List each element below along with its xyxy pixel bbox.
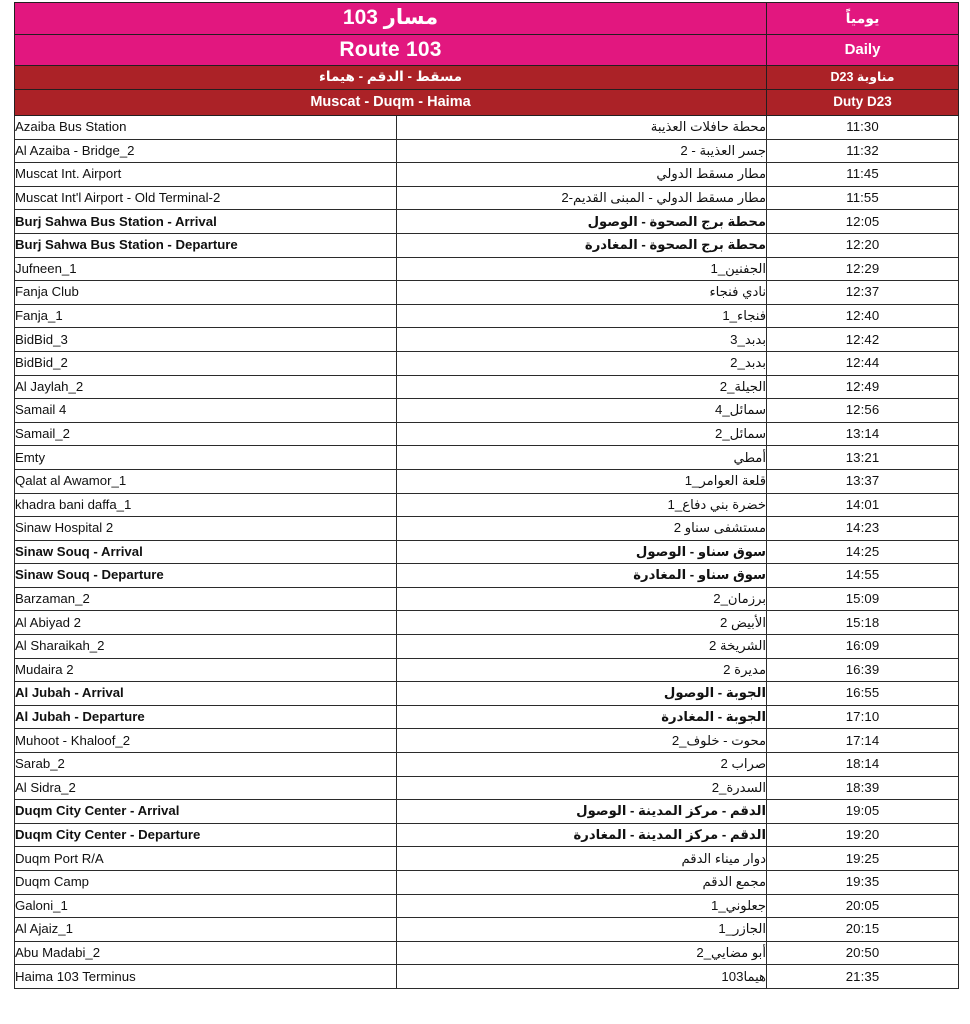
stop-name-arabic: مطار مسقط الدولي - المبنى القديم-2 [397, 186, 767, 210]
table-row [15, 493, 959, 517]
stop-name-arabic: سمائل_2 [397, 422, 767, 446]
stop-name-arabic: السدرة_2 [397, 776, 767, 800]
stop-name-arabic: سوق سناو - الوصول [397, 540, 767, 564]
stop-name-arabic: محطة حافلات العذيبة [397, 116, 767, 140]
table-row [15, 210, 959, 234]
stop-time: 20:15 [767, 918, 959, 942]
table-row [15, 587, 959, 611]
stop-time: 12:05 [767, 210, 959, 234]
table-row [15, 894, 959, 918]
stop-name-arabic: الأبيض 2 [397, 611, 767, 635]
route-corridor-arabic: مسقط - الدقم - هيماء [15, 66, 767, 90]
stop-time: 12:42 [767, 328, 959, 352]
stop-time: 18:39 [767, 776, 959, 800]
table-row [15, 635, 959, 659]
table-row [15, 564, 959, 588]
stop-name-arabic: الجوبة - المغادرة [397, 705, 767, 729]
stop-name-english: Samail_2 [15, 422, 397, 446]
stop-name-arabic: الجيلة_2 [397, 375, 767, 399]
stop-name-english: Galoni_1 [15, 894, 397, 918]
stop-name-arabic: دوار ميناء الدقم [397, 847, 767, 871]
table-row [15, 705, 959, 729]
stop-time: 12:56 [767, 399, 959, 423]
stop-name-english: Sinaw Souq - Arrival [15, 540, 397, 564]
stop-time: 15:18 [767, 611, 959, 635]
stop-time: 14:23 [767, 517, 959, 541]
stop-name-arabic: محوت - خلوف_2 [397, 729, 767, 753]
stop-name-arabic: أبو مضايي_2 [397, 941, 767, 965]
stop-name-english: Muscat Int. Airport [15, 163, 397, 187]
stop-time: 19:20 [767, 823, 959, 847]
table-row [15, 257, 959, 281]
stop-time: 11:32 [767, 139, 959, 163]
stop-name-english: Sinaw Hospital 2 [15, 517, 397, 541]
stop-name-english: Duqm Camp [15, 871, 397, 895]
table-row [15, 823, 959, 847]
table-row [15, 304, 959, 328]
stop-name-arabic: صراب 2 [397, 753, 767, 777]
route-schedule-table [14, 2, 959, 989]
stop-name-arabic: بدبد_3 [397, 328, 767, 352]
stop-name-arabic: فنجاء_1 [397, 304, 767, 328]
table-row [15, 116, 959, 140]
stop-name-arabic: محطة برج الصحوة - المغادرة [397, 233, 767, 257]
stop-name-arabic: الجازر_1 [397, 918, 767, 942]
table-row [15, 351, 959, 375]
stop-name-arabic: مديرة 2 [397, 658, 767, 682]
stop-name-arabic: جسر العذيبة - 2 [397, 139, 767, 163]
stop-name-english: Azaiba Bus Station [15, 116, 397, 140]
stop-time: 17:14 [767, 729, 959, 753]
stop-time: 12:49 [767, 375, 959, 399]
stop-name-arabic: الدقم - مركز المدينة - الوصول [397, 800, 767, 824]
stop-name-arabic: الجوبة - الوصول [397, 682, 767, 706]
header-row-route-english [15, 35, 959, 66]
stop-name-english: Al Jubah - Departure [15, 705, 397, 729]
table-row [15, 611, 959, 635]
stop-name-english: Al Azaiba - Bridge_2 [15, 139, 397, 163]
stop-time: 19:25 [767, 847, 959, 871]
stop-name-arabic: أمطي [397, 446, 767, 470]
stop-time: 12:40 [767, 304, 959, 328]
stop-name-english: Barzaman_2 [15, 587, 397, 611]
stop-name-english: Muhoot - Khaloof_2 [15, 729, 397, 753]
stop-time: 21:35 [767, 965, 959, 989]
stop-name-english: Duqm Port R/A [15, 847, 397, 871]
stop-name-english: Al Ajaiz_1 [15, 918, 397, 942]
stop-time: 19:05 [767, 800, 959, 824]
stops-list [15, 116, 959, 989]
stop-name-arabic: جعلوني_1 [397, 894, 767, 918]
table-row [15, 328, 959, 352]
stop-name-arabic: محطة برج الصحوة - الوصول [397, 210, 767, 234]
stop-time: 17:10 [767, 705, 959, 729]
stop-time: 12:29 [767, 257, 959, 281]
table-row [15, 941, 959, 965]
stop-name-arabic: الشريخة 2 [397, 635, 767, 659]
stop-time: 16:39 [767, 658, 959, 682]
header-row-corridor-arabic [15, 66, 959, 90]
stop-name-english: Al Jubah - Arrival [15, 682, 397, 706]
route-title-english: Route 103 [15, 35, 767, 66]
stop-name-english: Abu Madabi_2 [15, 941, 397, 965]
table-row [15, 375, 959, 399]
table-header [15, 3, 959, 116]
stop-name-arabic: سوق سناو - المغادرة [397, 564, 767, 588]
stop-name-english: Duqm City Center - Departure [15, 823, 397, 847]
stop-name-arabic: هيما103 [397, 965, 767, 989]
table-row [15, 399, 959, 423]
stop-time: 12:37 [767, 281, 959, 305]
stop-name-english: Qalat al Awamor_1 [15, 469, 397, 493]
header-row-route-arabic [15, 3, 959, 35]
table-row [15, 965, 959, 989]
stop-name-english: BidBid_3 [15, 328, 397, 352]
table-row [15, 658, 959, 682]
duty-english: Duty D23 [767, 90, 959, 116]
table-row [15, 517, 959, 541]
duty-arabic: مناوبة D23 [767, 66, 959, 90]
stop-time: 12:20 [767, 233, 959, 257]
table-row [15, 446, 959, 470]
stop-name-english: Fanja Club [15, 281, 397, 305]
stop-name-arabic: الدقم - مركز المدينة - المغادرة [397, 823, 767, 847]
table-row [15, 753, 959, 777]
stop-time: 19:35 [767, 871, 959, 895]
frequency-english: Daily [767, 35, 959, 66]
table-row [15, 918, 959, 942]
table-row [15, 281, 959, 305]
stop-name-english: Al Jaylah_2 [15, 375, 397, 399]
stop-time: 18:14 [767, 753, 959, 777]
stop-name-arabic: خضرة بني دفاع_1 [397, 493, 767, 517]
stop-name-arabic: قلعة العوامر_1 [397, 469, 767, 493]
stop-time: 11:55 [767, 186, 959, 210]
stop-name-english: Sinaw Souq - Departure [15, 564, 397, 588]
stop-name-english: Haima 103 Terminus [15, 965, 397, 989]
stop-time: 13:21 [767, 446, 959, 470]
stop-name-english: Sarab_2 [15, 753, 397, 777]
stop-name-arabic: برزمان_2 [397, 587, 767, 611]
table-row [15, 800, 959, 824]
stop-time: 13:37 [767, 469, 959, 493]
table-row [15, 139, 959, 163]
stop-time: 16:55 [767, 682, 959, 706]
stop-name-arabic: الجفنين_1 [397, 257, 767, 281]
stop-time: 14:25 [767, 540, 959, 564]
stop-time: 16:09 [767, 635, 959, 659]
table-row [15, 729, 959, 753]
stop-name-english: Jufneen_1 [15, 257, 397, 281]
stop-name-english: BidBid_2 [15, 351, 397, 375]
stop-time: 12:44 [767, 351, 959, 375]
stop-time: 14:55 [767, 564, 959, 588]
stop-name-english: Duqm City Center - Arrival [15, 800, 397, 824]
stop-name-english: Al Sidra_2 [15, 776, 397, 800]
stop-name-arabic: مطار مسقط الدولي [397, 163, 767, 187]
stop-name-arabic: مستشفى سناو 2 [397, 517, 767, 541]
stop-name-english: Al Sharaikah_2 [15, 635, 397, 659]
stop-time: 11:45 [767, 163, 959, 187]
table-row [15, 163, 959, 187]
stop-name-english: Burj Sahwa Bus Station - Arrival [15, 210, 397, 234]
route-corridor-english: Muscat - Duqm - Haima [15, 90, 767, 116]
table-row [15, 186, 959, 210]
stop-time: 15:09 [767, 587, 959, 611]
stop-time: 13:14 [767, 422, 959, 446]
stop-name-english: Al Abiyad 2 [15, 611, 397, 635]
header-row-corridor-english [15, 90, 959, 116]
stop-time: 20:50 [767, 941, 959, 965]
stop-name-english: khadra bani daffa_1 [15, 493, 397, 517]
stop-name-arabic: سمائل_4 [397, 399, 767, 423]
stop-name-arabic: نادي فنجاء [397, 281, 767, 305]
stop-time: 11:30 [767, 116, 959, 140]
table-row [15, 469, 959, 493]
table-row [15, 871, 959, 895]
stop-name-english: Burj Sahwa Bus Station - Departure [15, 233, 397, 257]
frequency-arabic: يومياً [767, 3, 959, 35]
table-row [15, 776, 959, 800]
stop-name-arabic: مجمع الدقم [397, 871, 767, 895]
stop-name-english: Muscat Int'l Airport - Old Terminal-2 [15, 186, 397, 210]
table-row [15, 682, 959, 706]
stop-name-english: Mudaira 2 [15, 658, 397, 682]
table-row [15, 422, 959, 446]
stop-name-english: Samail 4 [15, 399, 397, 423]
stop-time: 20:05 [767, 894, 959, 918]
route-title-arabic: مسار 103 [15, 3, 767, 35]
stop-time: 14:01 [767, 493, 959, 517]
stop-name-english: Fanja_1 [15, 304, 397, 328]
table-row [15, 847, 959, 871]
table-row [15, 233, 959, 257]
stop-name-arabic: بدبد_2 [397, 351, 767, 375]
table-row [15, 540, 959, 564]
stop-name-english: Emty [15, 446, 397, 470]
